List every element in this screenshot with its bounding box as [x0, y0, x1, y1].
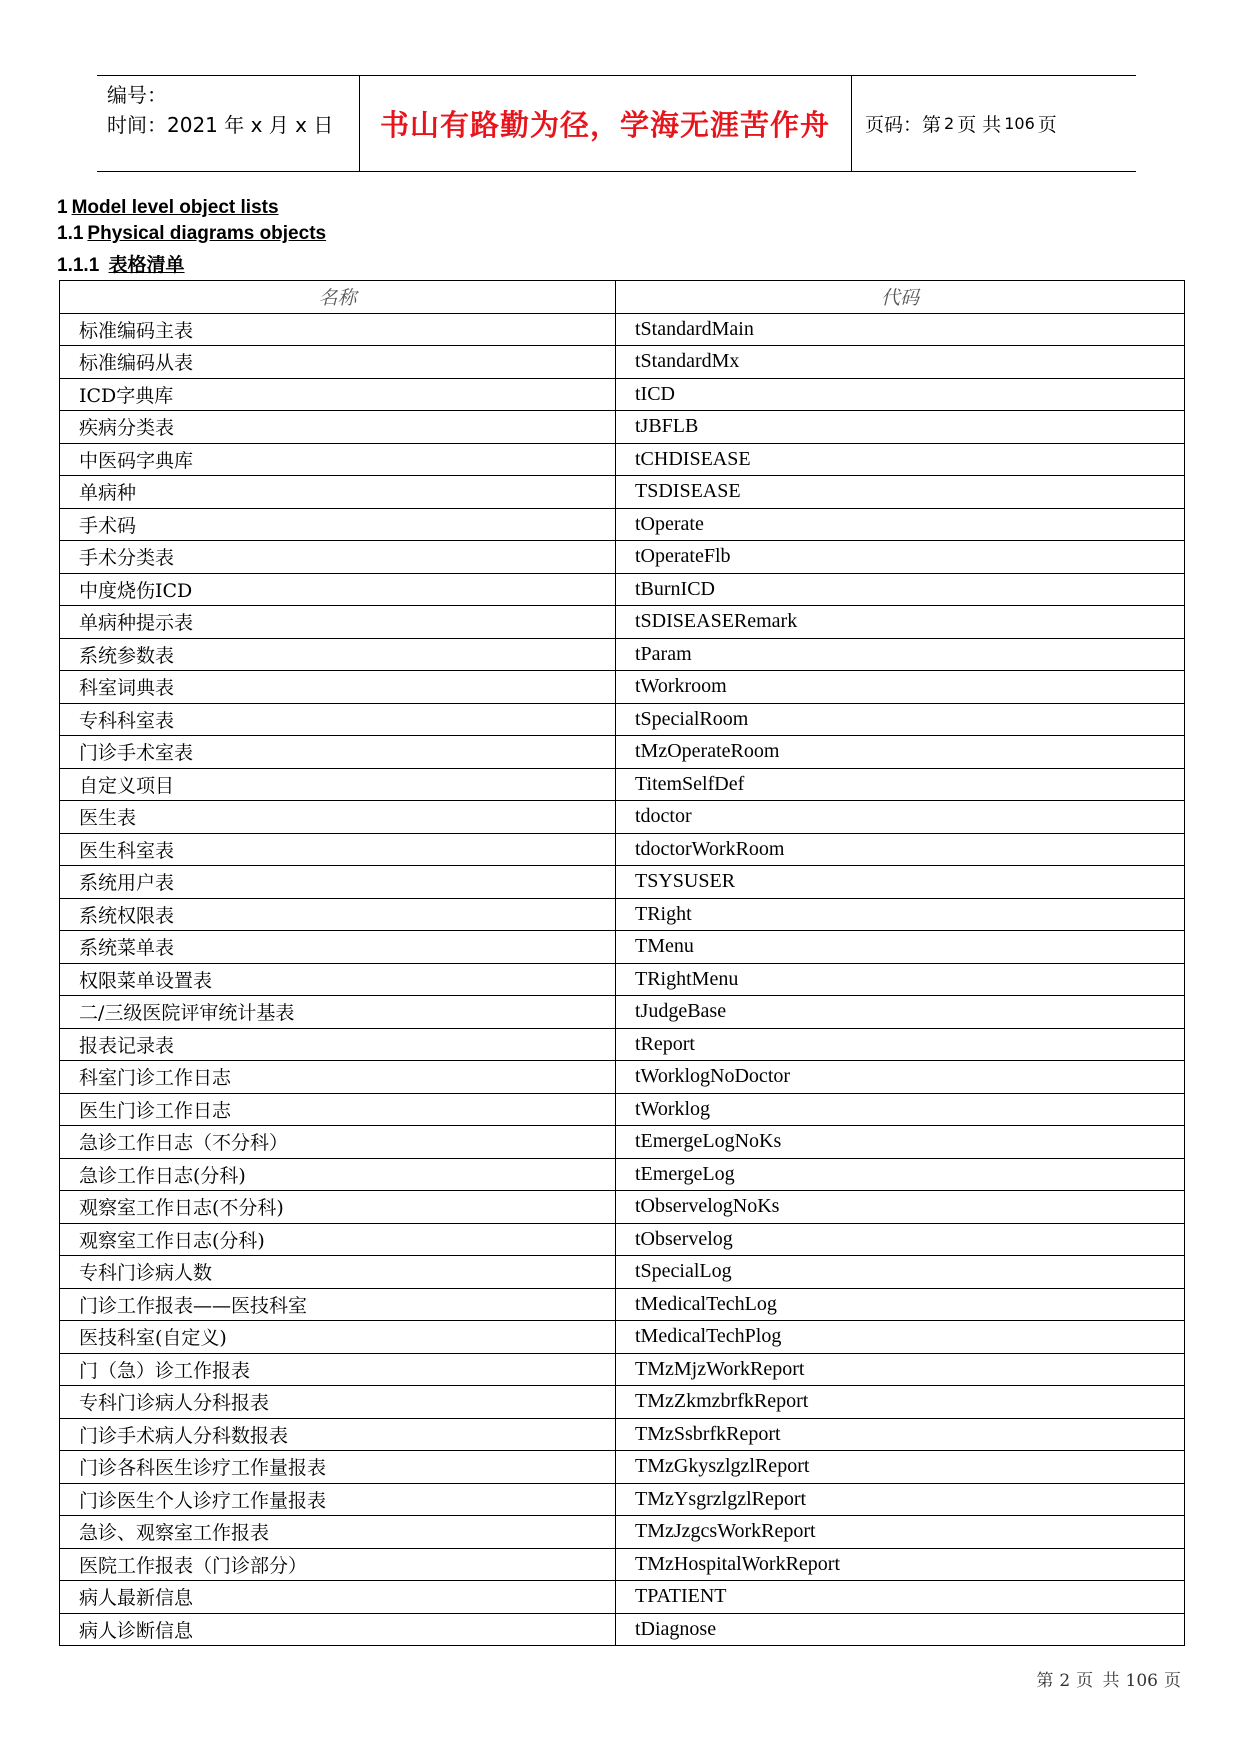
cell-name: 自定义项目 [60, 768, 616, 801]
cell-code: TMzYsgrzlgzlReport [616, 1483, 1185, 1516]
table-row [60, 801, 1185, 834]
footer-total: 106 [1125, 1671, 1158, 1691]
document-header [97, 75, 1136, 172]
column-header-name: 名称 [60, 281, 616, 314]
cell-code: tSpecialLog [616, 1256, 1185, 1289]
table-row [60, 1191, 1185, 1224]
table-row [60, 1061, 1185, 1094]
cell-name: 门诊手术室表 [60, 736, 616, 769]
cell-name: 报表记录表 [60, 1028, 616, 1061]
cell-code: tMedicalTechPlog [616, 1321, 1185, 1354]
cell-name: 医技科室(自定义) [60, 1321, 616, 1354]
heading-number: 1.1 [57, 223, 84, 244]
cell-code: tBurnICD [616, 573, 1185, 606]
cell-code: tParam [616, 638, 1185, 671]
table-row [60, 996, 1185, 1029]
table-row [60, 1353, 1185, 1386]
cell-name: 系统参数表 [60, 638, 616, 671]
cell-code: tStandardMx [616, 346, 1185, 379]
cell-name: 专科科室表 [60, 703, 616, 736]
cell-name: 专科门诊病人分科报表 [60, 1386, 616, 1419]
cell-code: tDiagnose [616, 1613, 1185, 1646]
cell-name: 门诊工作报表——医技科室 [60, 1288, 616, 1321]
cell-code: tOperateFlb [616, 541, 1185, 574]
cell-name: 标准编码从表 [60, 346, 616, 379]
cell-name: 医生表 [60, 801, 616, 834]
table-list [59, 280, 1185, 1646]
cell-name: 手术分类表 [60, 541, 616, 574]
cell-name: 急诊、观察室工作报表 [60, 1516, 616, 1549]
cell-name: 专科门诊病人数 [60, 1256, 616, 1289]
table-row [60, 541, 1185, 574]
cell-code: tICD [616, 378, 1185, 411]
table-row [60, 638, 1185, 671]
cell-name: 单病种 [60, 476, 616, 509]
cell-code: tReport [616, 1028, 1185, 1061]
cell-code: tObservelog [616, 1223, 1185, 1256]
cell-name: 科室门诊工作日志 [60, 1061, 616, 1094]
table-row [60, 671, 1185, 704]
heading-title: Model level object lists [71, 197, 279, 218]
cell-name: 急诊工作日志（不分科） [60, 1126, 616, 1159]
cell-name: 权限菜单设置表 [60, 963, 616, 996]
column-header-code: 代码 [616, 281, 1185, 314]
cell-name: 门诊各科医生诊疗工作量报表 [60, 1451, 616, 1484]
cell-code: tJudgeBase [616, 996, 1185, 1029]
table-row [60, 1483, 1185, 1516]
table-row [60, 606, 1185, 639]
cell-code: TMzMjzWorkReport [616, 1353, 1185, 1386]
page-footer [1033, 1666, 1184, 1691]
table-row [60, 573, 1185, 606]
cell-code: TMzSsbrfkReport [616, 1418, 1185, 1451]
table-row [60, 378, 1185, 411]
cell-name: 门诊医生个人诊疗工作量报表 [60, 1483, 616, 1516]
table-row [60, 833, 1185, 866]
cell-name: 科室词典表 [60, 671, 616, 704]
cell-name: 手术码 [60, 508, 616, 541]
cell-name: ICD字典库 [60, 378, 616, 411]
cell-code: TitemSelfDef [616, 768, 1185, 801]
cell-code: TPATIENT [616, 1581, 1185, 1614]
cell-name: 疾病分类表 [60, 411, 616, 444]
time-label: 时间：2021 年 x 月 x 日 [107, 113, 334, 137]
cell-code: tSDISEASERemark [616, 606, 1185, 639]
header-meta [107, 80, 333, 140]
cell-name: 标准编码主表 [60, 313, 616, 346]
number-label: 编号： [107, 83, 167, 107]
table-row [60, 508, 1185, 541]
footer-prefix: 第 [1036, 1671, 1054, 1691]
cell-code: tEmergeLogNoKs [616, 1126, 1185, 1159]
table-row [60, 1256, 1185, 1289]
table-row [60, 866, 1185, 899]
table-row [60, 411, 1185, 444]
cell-code: tJBFLB [616, 411, 1185, 444]
cell-name: 中医码字典库 [60, 443, 616, 476]
cell-code: tStandardMain [616, 313, 1185, 346]
cell-name: 中度烧伤ICD [60, 573, 616, 606]
cell-name: 医院工作报表（门诊部分） [60, 1548, 616, 1581]
cell-code: TRight [616, 898, 1185, 931]
page-total: 106 [1004, 114, 1035, 133]
table-row [60, 1516, 1185, 1549]
cell-code: TSYSUSER [616, 866, 1185, 899]
table-row [60, 1126, 1185, 1159]
table-row [60, 1093, 1185, 1126]
cell-code: tWorkroom [616, 671, 1185, 704]
cell-code: tdoctor [616, 801, 1185, 834]
heading-level-3 [57, 250, 185, 277]
heading-title: 表格清单 [108, 255, 185, 276]
cell-code: tEmergeLog [616, 1158, 1185, 1191]
table-row [60, 1613, 1185, 1646]
cell-name: 系统用户表 [60, 866, 616, 899]
cell-code: tWorklog [616, 1093, 1185, 1126]
cell-name: 急诊工作日志(分科) [60, 1158, 616, 1191]
table-row [60, 1321, 1185, 1354]
cell-code: TSDISEASE [616, 476, 1185, 509]
footer-mid: 页 共 [1076, 1671, 1120, 1691]
cell-code: TMzHospitalWorkReport [616, 1548, 1185, 1581]
cell-name: 单病种提示表 [60, 606, 616, 639]
table-row [60, 1418, 1185, 1451]
cell-code: TRightMenu [616, 963, 1185, 996]
table-row [60, 736, 1185, 769]
heading-number: 1 [57, 197, 68, 218]
header-divider [851, 76, 852, 171]
page-prefix: 页码：第 [865, 114, 942, 136]
footer-suffix: 页 [1164, 1671, 1181, 1691]
table-row [60, 703, 1185, 736]
table-header-row [60, 281, 1185, 314]
cell-code: TMzJzgcsWorkReport [616, 1516, 1185, 1549]
cell-name: 病人诊断信息 [60, 1613, 616, 1646]
cell-code: TMzGkyszlgzlReport [616, 1451, 1185, 1484]
cell-name: 观察室工作日志(不分科) [60, 1191, 616, 1224]
header-page-number [865, 76, 1057, 171]
heading-title: Physical diagrams objects [87, 223, 327, 244]
cell-code: TMzZkmzbrfkReport [616, 1386, 1185, 1419]
page-suffix: 页 [1037, 114, 1057, 136]
page-current: 2 [944, 114, 955, 133]
page-mid: 页 共 [957, 114, 1002, 136]
cell-name: 门（急）诊工作报表 [60, 1353, 616, 1386]
cell-name: 观察室工作日志(分科) [60, 1223, 616, 1256]
cell-code: TMenu [616, 931, 1185, 964]
cell-code: tWorklogNoDoctor [616, 1061, 1185, 1094]
motto: 书山有路勤为径，学海无涯苦作舟 [379, 108, 830, 142]
table-row [60, 1581, 1185, 1614]
table-row [60, 1451, 1185, 1484]
cell-name: 病人最新信息 [60, 1581, 616, 1614]
heading-number: 1.1.1 [57, 255, 100, 276]
table-row [60, 1548, 1185, 1581]
cell-name: 二/三级医院评审统计基表 [60, 996, 616, 1029]
table-row [60, 313, 1185, 346]
cell-code: tdoctorWorkRoom [616, 833, 1185, 866]
cell-code: tObservelogNoKs [616, 1191, 1185, 1224]
cell-code: tCHDISEASE [616, 443, 1185, 476]
table-row [60, 1158, 1185, 1191]
table-row [60, 1028, 1185, 1061]
table-row [60, 1386, 1185, 1419]
cell-name: 医生门诊工作日志 [60, 1093, 616, 1126]
cell-code: tSpecialRoom [616, 703, 1185, 736]
table-row [60, 476, 1185, 509]
cell-code: tMzOperateRoom [616, 736, 1185, 769]
table-row [60, 346, 1185, 379]
table-row [60, 1288, 1185, 1321]
table-body [60, 313, 1185, 1646]
table-row [60, 963, 1185, 996]
cell-name: 系统权限表 [60, 898, 616, 931]
footer-current: 2 [1059, 1671, 1071, 1691]
table-row [60, 443, 1185, 476]
table-row [60, 931, 1185, 964]
cell-code: tMedicalTechLog [616, 1288, 1185, 1321]
cell-name: 门诊手术病人分科数报表 [60, 1418, 616, 1451]
heading-level-1 [57, 197, 279, 219]
table-row [60, 1223, 1185, 1256]
cell-code: tOperate [616, 508, 1185, 541]
cell-name: 系统菜单表 [60, 931, 616, 964]
table-row [60, 898, 1185, 931]
cell-name: 医生科室表 [60, 833, 616, 866]
heading-level-2 [57, 223, 326, 245]
table-row [60, 768, 1185, 801]
